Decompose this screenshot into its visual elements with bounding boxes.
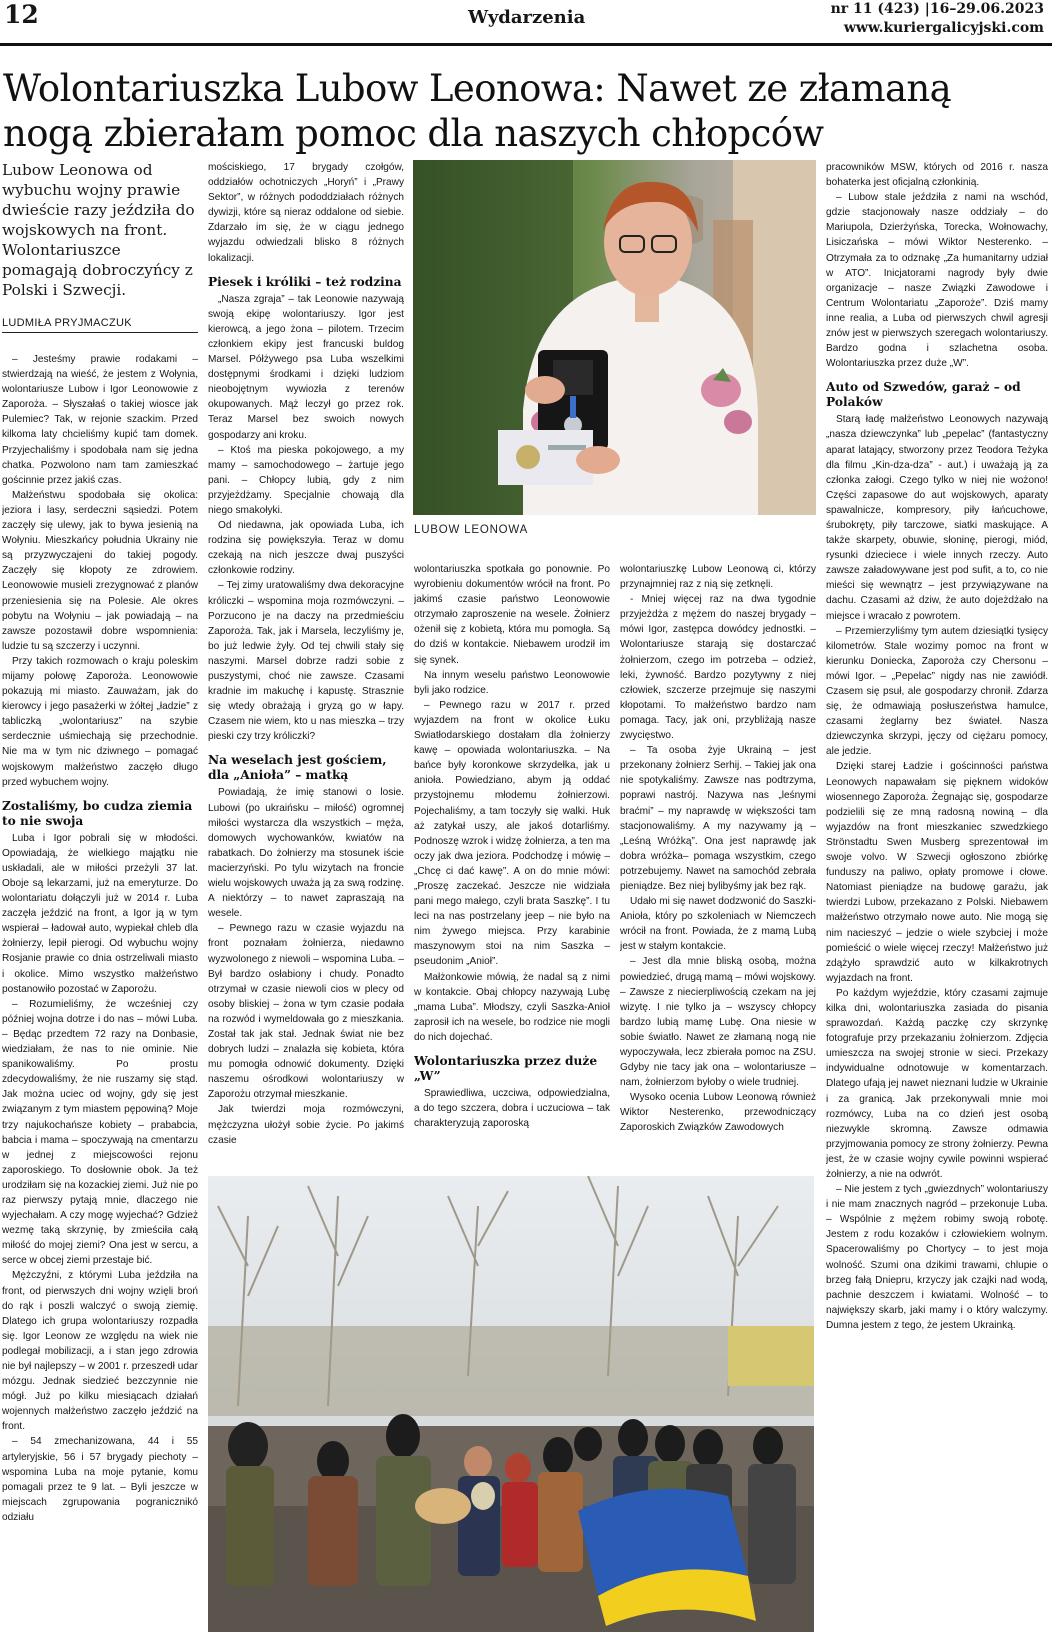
- article-paragraph: Jak twierdzi moja rozmówczyni, mężczyzna ułożył sobie życie. Po jakimś czasie: [208, 1104, 404, 1146]
- text-column-5: [826, 160, 1048, 1632]
- article-paragraph: Małżeństwu spodobała się okolica: jeziora i lasy, serdeczni sąsiedzi. Potem zaczęły się ulewy, jak to bywa jesienią na Wołyniu. Mieszkańcy południa Ukrainy nie są przyzwyczajeni do takiej pogody. Zaczęły się kłopoty ze zdrowiem. Leonowowie musieli zrezygnować z planów przeniesienia się na Polesie. Ale okres pobytu na Wołyniu – jak powiadają – na zawsze pozostawił dobre wspomnienia: ludzie tu są szczerzy i uczynni.: [2, 489, 198, 652]
- article-paragraph: Mężczyźni, z którymi Luba jeździła na front, od pierwszych dni wojny wzięli broń do rąk i poszli walczyć o swoją ziemię. Dlatego ich grupa wolontariuszy rozpadła się. Igor Leonow ze względu na wiek nie podlegał mobilizacji, a i stan jego zdrowia nie był najlepszy – w 2001 r. przeszedł udar mózgu. Jednak siedzieć bezczynnie nie mógł. Już po kilku miesiącach działań wojennych małżeństwo zaczęło jeździć na front.: [2, 1270, 198, 1433]
- article-paragraph: – Pewnego razu w czasie wyjazdu na front poznałam żołnierza, niedawno wyzwolonego z niewoli – wspomina Luba. – Był bardzo osłabiony i chudy. Ponadto otrzymał w czasie niewoli cios w plecy od osoby bliskiej – żona w tym czasie podała na rozwód i wymeldowała go z mieszkania. Został tak jak stał. Jednak świat nie bez dobrych ludzi – znalazła się kobieta, która mu pomogła odnowić dokumenty. Dzięki naszemu ośrodkowi wolontariuszy w Zaporożu otrzymał mieszkanie.: [208, 923, 404, 1101]
- header-rule: [0, 43, 1052, 46]
- issue-info: [831, 0, 1044, 38]
- section-subheading: Na weselach jest gościem, dla „Anioła” – matką: [208, 753, 387, 783]
- article-lead: Lubow Leonowa od wybuchu wojny prawie dwieście razy jeździła do wojskowych na front. Wolontariuszce pomagają dobroczyńcy z Polski i Szwecji.: [2, 161, 195, 299]
- article-paragraph: Luba i Igor pobrali się w młodości. Opowiadają, że wielkiego majątku nie uskładali, ale w miłości przeżyli 37 lat. Oboje są lekarzami, już na emeryturze. Do wolontariatu dołączyli już w 2014 r. Luba zaczęła jeździć na front, a Igor ją w tym wspierał – ładował auto, wypiekał chleb dla żołnierzy, lepił pierogi. Od wybuchu wojny Rosjanie prawie co dnia ostrzeliwali miasto i okolice. Mimo wszystko małżeństwo postanowiło pozostać w Zaporożu.: [2, 832, 198, 995]
- article-paragraph: mościskiego, 17 brygady czołgów, oddziałów ochotniczych „Horyń” i „Prawy Sektor”, w różnych pododdziałach różnych dywizji, które są nieraz oddalone od siebie. Zdarzało im się, że w ciągu jednego wyjazdu odwiedzali blisko 8 różnych lokalizacji.: [208, 162, 404, 264]
- article-paragraph: Sprawiedliwa, uczciwa, odpowiedzialna, a do tego szczera, dobra i uczuciowa – tak charakteryzują zaporoską: [414, 1088, 610, 1130]
- page-number: 12: [4, 0, 39, 29]
- photo-caption: LUBOW LEONOWA: [414, 524, 529, 536]
- portrait-photo: [413, 160, 816, 515]
- article-paragraph: Przy takich rozmowach o kraju poleskim mijamy połowę Zaporoża. Leonowowie pokazują mi miasto. Zauważam, jak do kierowcy i jego pasażerki w żółtej „ładzie” z tabliczką „wolontariusz” na szybie serdecznie uśmiechają się przechodnie. Nie ma w tym nic dziwnego – pomagać wojskowym małżeństwo zaczęło długo przed wybuchem wojny.: [2, 655, 198, 788]
- section-subheading: Zostaliśmy, bo cudza ziemia to nie swoja: [2, 798, 193, 828]
- article-paragraph: – Przemierzyliśmy tym autem dziesiątki tysięcy kilometrów. Stale wozimy pomoc na front w kierunku Doniecka, Zaporoża czy Chersonu – mówi Igor. – „Pepelac” nigdy nas nie zawiódł. Czasem się psuł, ale gospodarzy chronił. Zdarza się, że odmawiają posłuszeństwa hamulce, czasami żeglarny bez świateł. Nasza dziewczynka skrzypi, jęczy od ciężaru pomocy, ale jedzie.: [826, 625, 1048, 758]
- article-paragraph: Po każdym wyjeździe, który czasami zajmuje kilka dni, wolontariuszka zasiada do pisania sprawozdań. Każdą paczkę czy skrzynkę fotografuje przy przekazaniu żołnierzom. Zdjęcia umieszcza na swojej stronie w sieci. Przekazy indywidualne odnotowuje w komentarzach. Dlatego ufają jej nawet nieznani ludzie w Ukrainie i za granicą. Jak przekonywali mnie moi rozmówcy, Luba na co dzień jest osobą niezwykle skromną. Zawsze odmawia przyjmowania pomocy ze strony żołnierzy. Pewna jest, że w czasie wojny cywile powinni wspierać żołnierzy, a nie na odwrót.: [826, 987, 1048, 1180]
- article-paragraph: wolontariuszka spotkała go ponownie. Po wyrobieniu dokumentów wrócił na front. Po jakimś czasie państwo Leonowowie otrzymało zaproszenie na wesele. Żołnierz ożenił się z kobietą, która mu pomogła. Są do dziś w kontakcie. Niebawem urodził im się synek.: [414, 564, 610, 666]
- article-paragraph: - Mniej więcej raz na dwa tygodnie przyjeżdża z mężem do naszej brygady – mówi Igor, zastępca dowódcy jednostki. – Wolontariusze starają się dostarczać żołnierzom, czego im potrzeba – odzież, leki, żywność. Bardzo pozytywny z niej człowiek, szczerze przejmuje się naszymi kłopotami. To małżeństwo bardzo nam pomaga. Tacy, jak oni, przybliżają nasze zwycięstwo.: [620, 594, 816, 742]
- article-paragraph: Na innym weselu państwo Leonowowie byli jako rodzice.: [414, 669, 610, 696]
- text-column-1: [2, 352, 198, 1632]
- article-paragraph: – Ta osoba żyje Ukrainą – jest przekonany żołnierz Serhij. – Takiej jak ona nie spotykaliśmy. Zawsze nas podtrzyma, poprawi nastrój. Nazywa nas „leśnymi braćmi” – my naprawdę w większości tam stacjonowaliśmy. A my nazywamy ją – „Leśną Wróżką”. Ona jest naprawdę jak dobra wróżka– pomaga wszystkim, czego potrzebujemy. Nawet na samochód zebrała pieniądze. Bez niej bylibyśmy jak bez rąk.: [620, 745, 816, 892]
- website-link[interactable]: www.kuriergalicyjski.com: [843, 20, 1044, 36]
- text-column-4: [620, 562, 816, 1170]
- article-paragraph: Powiadają, że imię stanowi o losie. Lubowi (po ukraińsku – miłość) ogromnej miłości wystarcza dla wszystkich – męża, domowych wychowanków, kwiatów na rabatkach. Do żołnierzy ma stosunek iście macierzyński. Po tylu wizytach na froncie wielu wojskowych uważa ją za swą rodzinę. A niektórzy – to nawet zapraszają na wesele.: [208, 787, 404, 920]
- article-paragraph: – 54 zmechanizowana, 44 i 55 artyleryjskie, 56 i 57 brygady piechoty – wspomina Luba na moje pytanie, komu pomagali przez te 9 lat. – Byli jeszcze w miejscach zgrupowania pogranicznikó odziału: [2, 1436, 198, 1523]
- article-paragraph: – Jesteśmy prawie rodakami – stwierdzają na wieść, że jestem z Wołynia, wolontariusze Lubow i Igor Leonowowie z Zaporoża. – Słyszałaś o takiej wiosce jak Pulemiec? Tak, w rejonie szackim. Przed kilkoma laty chcieliśmy kupić tam domek. Przyjechaliśmy i spodobała nam się jedna chatka. Pozwolono nam tam zamieszkać gościnnie przez jakiś czas.: [2, 354, 198, 486]
- article-paragraph: Wysoko ocenia Lubow Leonową również Wiktor Nesterenko, przewodniczący Zaporoskich Związków Zawodowych: [620, 1092, 816, 1134]
- section-name: Wydarzenia: [468, 7, 586, 28]
- article-paragraph: wolontariuszkę Lubow Leonową ci, którzy przynajmniej raz z nią się zetknęli.: [620, 564, 816, 591]
- article-paragraph: Starą ładę małżeństwo Leonowych nazywają „nasza dziewczynka” lub „pepelac” (fantastyczny aparat latający, stworzony przez Teodora Teżyka dla filmu „Kin-dza-dza” - aut.) i uważają ją za członka załogi. Czego tylko w niej nie wożono! Części zapasowe do aut wojskowych, aparaty spawalnicze, kompresory, piły łańcuchowe, śrubokręty, piły tarczowe, siatki maskujące. A także skarpety, obuwie, słoninę, pierogi, miód, rysunki dzieciece i wiele innych rzeczy. Auto zawsze załadowywane jest pod sufit, a to, co nie mieści się wewnątrz – jest przywiązywane na dachu. Czasami aż dziw, że auto dojeżdżało na miejsce i wracało z powrotem.: [826, 414, 1048, 622]
- section-subheading: Wolontariuszka przez duże „W”: [414, 1054, 598, 1083]
- issue-number: nr 11 (423) |16–29.06.2023: [830, 1, 1044, 17]
- article-paragraph: – Rozumieliśmy, że wcześniej czy później wojna dotrze i do nas – mówi Luba. – Będąc przedtem 72 razy na Donbasie, wiedziałam, że nas to nie ominie. Nie spanikowaliśmy. Po prostu zdecydowaliśmy, że nie ruszamy się stąd. Jak można uciec od wojny, gdy się jest związanym z tym miastem pępowiną? Moje trzy najukochańsze kobiety – prababcia, babcia i mama – spoczywają na cmentarzu w jednej z miejscowości rejonu zaporoskiego. To dosłownie obok. Ja też urodziłam się na kozackiej ziemi. Już nie po raz pierwszy pytają mnie, dlaczego nie wyjechałam. A czy mogę wyjechać? Gdzież wezmę taką skrzynię, by zmieściła całą miłość do mojej ziemi? Ona jest w sercu, a serce w obcej ziemi przestaje bić.: [2, 998, 198, 1267]
- section-subheading: Piesek i króliki – też rodzina: [208, 274, 402, 289]
- article-title: Wolontariuszka Lubow Leonowa: Nawet ze złamaną nogą zbierałam pomoc dla naszych chłopców: [3, 67, 952, 155]
- article-paragraph: „Nasza zgraja” – tak Leonowie nazywają swoją ekipę wolontariuszy. Igor jest kierowcą, a jego żona – pilotem. Trzecim członkiem ekipy jest francuski buldog Marsel. Półżywego psa Luba wszelkimi dostępnymi środkami i dzięki ludziom nieobojętnym wywiozła z terenów okupowanych. Mąż leczył go przez rok. Teraz Marsel bez swoich nowych gospodarzy ani kroku.: [208, 293, 404, 441]
- text-column-3: [414, 562, 610, 1170]
- article-paragraph: Od niedawna, jak opowiada Luba, ich rodzina się powiększyła. Teraz w domu czekają na nich jeszcze dwaj puszyści członkowie rodziny.: [208, 520, 404, 577]
- author-byline: LUDMIŁA PRYJMACZUK: [2, 317, 198, 333]
- article-paragraph: – Pewnego razu w 2017 r. przed wyjazdem na front w okolice Łuku Swiatłodarskiego dostałam dla żołnierzy kawę – opowiada wolontariuszka. – Na bańce były koronkowe skrzydełka, jak u anioła. Powiedziano, abym ją oddać przystojnemu młodemu żołnierzowi. Pojechaliśmy, a tam toczyły się walki. Huk aż zatykał uszy, ale jakoś dotarliśmy. Podnoszę wzrok i widzę żołnierza, a ten ma oczy jak dwa jeziora. Podchodzę i mówię – „Chcę ci dać kawę”. A on do mnie mówi: „Proszę zaczekać. Jeszcze nie widziała pani mego małego, czyli brata Saszkę”. I tu leci na nas postrzelany jeep – nie było na nim żywego miejsca. Przy karabinie maszynowym stoi na nim Saszka – pseudonim „Anioł”.: [414, 699, 610, 968]
- section-subheading: Auto od Szwedów, garaż – od Polaków: [826, 380, 1021, 410]
- article-paragraph: – Tej zimy uratowaliśmy dwa dekoracyjne króliczki – wspomina moja rozmówczyni. – Porzucono je na daczy na przedmieściu Zaporoża. Tak, jak i Marsela, leczyliśmy je, bo już ledwie żyły. Od tej chwili stały się naszymi. Marsel dobrze radzi sobie z puszystymi, choć nie zawsze. Czasami kradnie im makuchę i kapustę. Strasznie się wtedy obrażają i gryzą go w łapy. Czasem nie wiem, kto u nas mieszka – trzy pieski czy trzy króliczki?: [208, 580, 404, 743]
- article-paragraph: Dzięki starej Ładzie i gościnności państwa Leonowych napawałam się pięknem widoków wiosennego Zaporoża. Żegnając się, gospodarze podzielili się ze mną radosną nowiną – dla wyjazdów na front mieszkaniec szwedzkiego Strönstadtu Swen Musberg sprezentował im swoje volvo. W Szwecji ogłoszono zbiórkę funduszy na paliwo, opłaty promowe i cłowe. Natomiast pieniądze na budowę garażu, jak twierdzi Lubow, przekazano z Polski. Niebawem małżeństwo otrzymało nowe auto. Nie mogą się nim nacieszyć – jedzie o wiele szybciej i może pomieścić o wiele więcej rzeczy! Małżeństwo już zdążyło sprawdzić auto w kilkakrotnych wyjazdach na front.: [826, 761, 1048, 984]
- article-paragraph: – Ktoś ma pieska pokojowego, a my mamy – samochodowego – żartuje jego pani. – Chłopcy lubią, gdy z nim przyjeżdżamy. Specjalnie chowają dla niego smakołyki.: [208, 444, 404, 516]
- article-paragraph: Udało mi się nawet dodzwonić do Saszki-Anioła, który po szkoleniach w Niemczech wrócił na front. Powiada, że z mamą Lubą jest w stałym kontakcie.: [620, 896, 816, 953]
- text-column-2: [208, 160, 404, 1170]
- article-paragraph: Małżonkowie mówią, że nadal są z nimi w kontakcie. Obaj chłopcy nazywają Lubę „mama Luba”. Młodszy, czyli Saszka-Anioł zaprosił ich na wesele, bo rodzice nie mogli do nich dojechać.: [414, 971, 610, 1043]
- group-photo: [208, 1176, 814, 1632]
- article-paragraph: – Nie jestem z tych „gwiezdnych” wolontariuszy i nie mam znacznych nagród – przekonuje Luba. – Wspólnie z mężem robimy swoją robotę. Jestem z rodu kozaków i człowiekiem wolnym. Spacerowaliśmy po Chortycy – to jest moja wolność. Szumi ona dzikimi trawami, chlupie o brzeg fałą Dniepru, krzyczy jak czajki nad wodą, pachnie deszczem i kwiatami. Wolność – to największy skarb, jaki mamy i o który walczymy. Dumna jestem z tego, że jestem Ukrainką.: [826, 1184, 1048, 1331]
- article-paragraph: pracowników MSW, których od 2016 r. nasza bohaterka jest oficjalną członkinią.: [826, 162, 1048, 189]
- article-paragraph: – Lubow stale jeździła z nami na wschód, gdzie stacjonowały nasze oddziały – do Mariupola, Dzierżyńska, Torecka, Wołnowachy, Lisiczańska – mówi Wiktor Nesterenko. – Otrzymała za to odznakę „Za humanitarny udział w ATO”. Inicjatorami nagrody były dwie organizacje – nasze Związki Zawodowe i Centrum Wolontariatu „Zaporoże”. Dziś mamy inne realia, a Luba od pierwszych chwil agresji znów jest w pierwszych szeregach wolontariuszy. Bardzo godna i szlachetna osoba. Wolontariuszka przez duże „W”.: [826, 192, 1048, 370]
- page-header: [0, 0, 1052, 44]
- article-paragraph: – Jest dla mnie bliską osobą, można powiedzieć, drugą mamą – mówi wojskowy. – Zawsze z niecierpliwością czekam na jej wizytę. I nie tylko ja – wszyscy chłopcy bardzo lubią mamę Lubę. Ona niesie w sobie światło. Nawet ze złamaną nogą nie wypoczywała, lecz zbierała pomoc na ZSU. Gdyby nie tacy jak ona – wolontariusze – nam, żołnierzom byłoby o wiele trudniej.: [620, 956, 816, 1089]
